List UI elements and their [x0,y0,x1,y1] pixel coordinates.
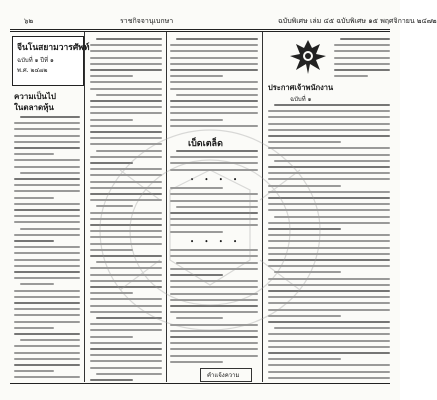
text-line [90,168,162,170]
text-line [14,252,80,254]
text-line [14,271,80,273]
footer-notice-box [200,368,252,382]
text-line [170,63,258,65]
text-line [90,112,162,114]
text-line [14,364,80,366]
text-line [274,271,341,273]
text-line [268,147,390,149]
text-line [268,178,390,180]
text-line [170,212,258,214]
text-line [20,339,80,341]
text-line [268,222,390,224]
text-line [14,190,80,192]
text-line [268,309,390,311]
text-line [90,249,133,251]
text-line [176,206,258,208]
text-line [14,314,80,316]
text-line [268,346,390,348]
text-line [268,284,390,286]
text-line [170,348,258,350]
text-line [14,259,80,261]
text-line [14,352,80,354]
text-line [96,205,133,207]
text-line [90,199,162,201]
text-line [90,243,162,245]
text-line [14,197,54,199]
text-line [268,240,390,242]
text-line [170,100,258,102]
text-line [96,317,162,319]
text-line [170,200,258,202]
text-line [268,352,390,354]
text-line [268,209,390,211]
text-line [170,50,258,52]
text-line [20,283,54,285]
text-line [340,38,390,40]
text-line [90,342,162,344]
text-line [170,156,258,158]
text-line [268,203,390,205]
text-line [170,162,258,164]
text-line [268,321,390,323]
page-number: ๖๒ [24,17,34,25]
text-line [96,373,162,375]
garuda-emblem-icon [286,36,330,78]
article-title: ในตลาดหุ้น [14,102,54,112]
text-line [268,253,390,255]
text-line [170,119,223,121]
text-line [170,125,258,127]
text-line [170,81,258,83]
text-line [176,38,258,40]
text-line [90,44,162,46]
text-line [90,360,162,362]
issue-info: ฉบับพิเศษ เล่ม ๔๕ ฉบับพิเศษ ๑๕ พฤศจิกายน ๒๔๗๒ [278,17,437,25]
text-line [14,246,80,248]
text-line [14,327,54,329]
text-line [334,63,390,65]
text-line [90,311,162,313]
notice-title: ประกาศเจ้าพนักงาน [268,83,334,92]
separator-dots: • • • • [190,238,242,246]
text-line [268,333,390,335]
text-line [90,75,133,77]
text-line [90,193,162,195]
text-line [268,185,341,187]
text-line [14,321,80,323]
text-line [274,327,390,329]
text-line [274,216,390,218]
text-line [20,116,80,118]
text-line [334,75,368,77]
publication-name: ราชกิจจานุเบกษา [120,17,174,25]
text-line [268,340,390,342]
text-line [14,209,80,211]
text-line [268,377,390,379]
text-line [268,228,341,230]
text-line [90,156,162,158]
text-line [90,181,162,183]
text-line [90,212,162,214]
text-line [14,308,80,310]
text-line [90,255,162,257]
text-line [170,75,223,77]
text-line [170,218,258,220]
text-line [14,215,80,217]
text-line [268,290,390,292]
text-line [96,94,162,96]
text-line [170,249,258,251]
text-line [170,88,258,90]
footer-notice-label: คำแจ้งความ [207,372,240,379]
text-line [170,169,258,171]
text-line [96,38,162,40]
text-line [20,228,80,230]
text-line [90,81,162,83]
separator-dots: • • • • [190,176,242,184]
footer-rule [10,383,390,384]
text-line [14,159,80,161]
text-line [170,69,258,71]
text-line [170,286,258,288]
text-line [268,141,341,143]
column-divider [166,32,167,382]
text-line [96,150,162,152]
text-line [170,268,258,270]
text-line [90,131,162,133]
text-line [268,166,390,168]
text-line [90,69,162,71]
text-line [14,141,80,143]
text-line [170,112,258,114]
text-line [14,147,80,149]
notice-subtitle: ฉบับที่ ๑ [290,96,312,103]
text-line [90,354,162,356]
header-rule-double [10,31,390,32]
text-line [268,315,341,317]
text-line [14,333,80,335]
text-line [170,231,223,233]
text-line [14,345,80,347]
text-line [90,143,162,145]
column-divider [262,32,263,382]
text-line [90,162,133,164]
header-rule [10,29,390,30]
text-line [170,57,258,59]
text-line [90,305,162,307]
text-line [176,94,258,96]
text-line [14,296,80,298]
text-line [176,317,223,319]
masthead-line: พ.ศ. ๒๔๗๒ [17,67,48,74]
text-line [14,153,54,155]
text-line [90,230,162,232]
text-line [90,236,162,238]
text-line [14,128,80,130]
text-line [14,122,80,124]
text-line [90,63,162,65]
text-line [90,298,162,300]
text-line [14,203,80,205]
text-line [90,323,162,325]
text-line [90,106,162,108]
text-line [14,166,80,168]
text-line [90,50,162,52]
text-line [170,342,258,344]
text-line [14,376,80,378]
article-title: ความเป็นไป [14,91,56,101]
text-line [14,240,54,242]
text-line [268,247,390,249]
text-line [268,265,390,267]
text-line [14,135,80,137]
text-line [268,234,390,236]
text-line [170,311,258,313]
text-line [170,280,258,282]
text-line [14,358,80,360]
text-line [170,355,258,357]
text-line [14,277,80,279]
text-line [268,154,390,156]
masthead-line: ฉบับที่ ๑ ปีที่ ๑ [17,57,54,64]
text-line [90,336,133,338]
text-line [20,172,80,174]
section-title: เบ็ดเตล็ด [188,139,223,149]
text-line [170,274,223,276]
text-line [90,224,162,226]
text-line [268,358,341,360]
text-line [334,44,390,46]
text-line [170,224,258,226]
text-line [334,50,390,52]
text-line [90,286,162,288]
text-line [268,129,390,131]
text-line [268,172,390,174]
text-line [14,302,80,304]
text-line [268,278,390,280]
text-line [268,302,390,304]
text-line [90,88,162,90]
text-line [176,262,258,264]
text-line [90,119,133,121]
text-line [90,187,162,189]
text-line [14,221,80,223]
text-line [268,259,390,261]
text-line [90,137,162,139]
text-line [14,290,80,292]
text-line [268,110,390,112]
text-line [96,261,162,263]
text-line [170,330,258,332]
text-line [170,336,258,338]
text-line [14,234,80,236]
text-line [170,293,258,295]
text-line [170,361,223,363]
text-line [90,379,133,381]
text-line [170,299,258,301]
text-line [268,296,390,298]
text-line [170,193,258,195]
text-line [90,218,162,220]
text-line [268,364,390,366]
text-line [170,305,258,307]
text-line [90,57,162,59]
column-divider [84,32,85,382]
text-line [334,57,390,59]
text-line [268,135,390,137]
text-line [170,324,258,326]
text-line [14,370,54,372]
text-line [274,160,390,162]
text-line [90,348,162,350]
text-line [268,197,390,199]
text-line [90,267,162,269]
text-line [90,125,162,127]
text-line [170,255,258,257]
text-line [14,178,80,180]
masthead-box [12,36,90,86]
text-line [90,329,162,331]
text-line [268,123,390,125]
text-line [170,106,258,108]
text-line [90,367,162,369]
text-line [268,191,390,193]
text-line [90,274,162,276]
page-header [10,14,437,26]
text-line [170,44,258,46]
text-line [268,116,390,118]
text-line [90,280,162,282]
text-line [90,292,133,294]
text-line [334,69,390,71]
text-line [170,187,223,189]
text-line [268,371,390,373]
text-line [90,174,162,176]
text-line [274,104,390,106]
masthead-title: จีนโนสยามวารศัพท์ [17,43,90,53]
text-line [14,265,80,267]
text-line [14,184,80,186]
text-line [176,150,258,152]
text-line [90,100,162,102]
